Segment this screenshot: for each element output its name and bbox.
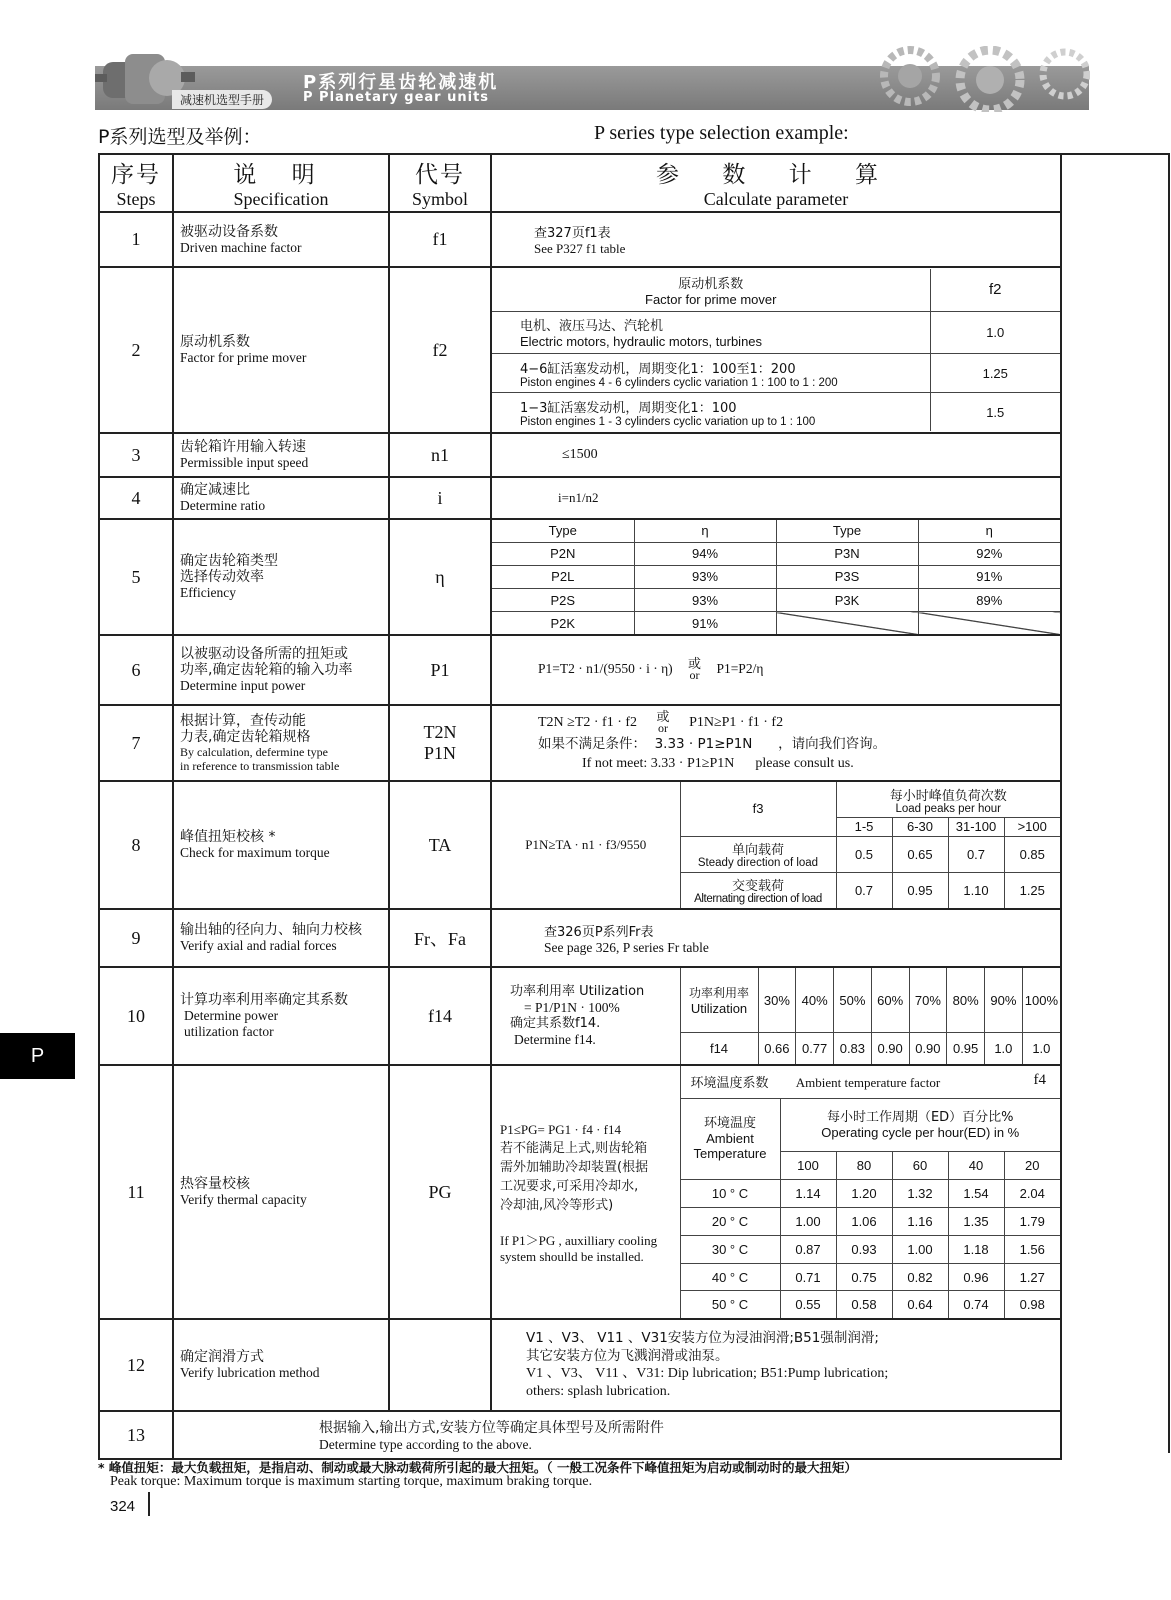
side-margin-column <box>1060 153 1170 1453</box>
step-number: 4 <box>99 477 173 519</box>
symbol-cell: f14 <box>389 967 491 1065</box>
symbol-cell: n1 <box>389 433 491 477</box>
step-number: 11 <box>99 1065 173 1319</box>
spec-cell: 计算功率利用率确定其系数 Determine power utilization factor <box>173 967 389 1065</box>
peak-formula: P1N≥TA · n1 · f3/9550 <box>492 782 680 908</box>
spec-cell: 齿轮箱许用输入转速 Permissible input speed <box>173 433 389 477</box>
spec-cell: 峰值扭矩校核 * Check for maximum torque <box>173 781 389 909</box>
table-row <box>99 635 1061 705</box>
table-row <box>99 433 1061 477</box>
spec-cell: 被驱动设备系数 Driven machine factor <box>173 212 389 267</box>
thermal-capacity-cell: P1≤PG= PG1 · f4 · f14 若不能满足上式,则齿轮箱 需外加辅助冷却装置(根据 工况要求,可采用冷却水, 冷却油,风冷等形式) If P1＞PG , auxilliary cooling system shoulld be installed. 环境温度系数 Ambient temperature factor f4 环境温度 Ambient Temperature 每小时工作周期（ED）百分比% Operating cycle per hour(ED) in % 100 80 60 40 20 10 ° C 1.14 1.20 1.32 1.54 2.04 20 ° C 1.00 1.06 1.16 1.35 1.79 30 ° C 0.87 0.93 1.00 1.18 1.56 40 ° C 0.71 0.75 0.82 0.96 1.27 50 ° C 0.55 0.58 0.64 0.74 0.98 <box>491 1065 1061 1319</box>
table-header-row <box>99 154 1061 212</box>
symbol-cell <box>389 1319 491 1411</box>
table-row <box>99 212 1061 267</box>
peak-torque-cell: P1N≥TA · n1 · f3/9550 f3 每小时峰值负荷次数 Load peaks per hour 1-5 6-30 31-100 >100 单向载荷 Steady direction of load 0.5 0.65 0.7 0.85 交变载荷 Alternating direction of load 0.7 0.95 1.10 1.25 <box>491 781 1061 909</box>
page-number-divider <box>148 1492 150 1516</box>
symbol-cell: P1 <box>389 635 491 705</box>
manual-label: 减速机选型手册 <box>172 90 272 109</box>
table-row <box>99 477 1061 519</box>
header-calc: 参 数 计 算 Calculate parameter <box>491 154 1061 212</box>
gears-decoration <box>850 46 1090 112</box>
step-number: 13 <box>99 1411 173 1459</box>
table-row <box>99 967 1061 1065</box>
symbol-cell: Fr、Fa <box>389 909 491 967</box>
table-row <box>99 1411 1061 1459</box>
spec-cell: 输出轴的径向力、轴向力校核 Verify axial and radial forces <box>173 909 389 967</box>
spec-cell: 热容量校核 Verify thermal capacity <box>173 1065 389 1319</box>
symbol-cell: PG <box>389 1065 491 1319</box>
f2-value: 1.5 <box>930 393 1060 431</box>
symbol-cell: TA <box>389 781 491 909</box>
header-title-cn: P系列行星齿轮减速机 <box>303 72 499 93</box>
header-steps: 序号 Steps <box>99 154 173 212</box>
symbol-cell: f1 <box>389 212 491 267</box>
utilization-cell: 功率利用率 Utilization = P1/P1N · 100% 确定其系数f14. Determine f14. 功率利用率 Utilization 30% 40% 50% 60% 70% 80% 90% 100% f14 0.66 0.77 0.83 0.90 0.90 0.95 1.0 1.0 <box>491 967 1061 1065</box>
footnote-cn: * 峰值扭矩：最大负载扭矩，是指启动、制动或最大脉动载荷所引起的最大扭矩。（ 一般工况条件下峰值扭矩为启动或制动时的最大扭矩） <box>98 1460 857 1475</box>
symbol-cell: i <box>389 477 491 519</box>
empty-cell <box>776 612 918 634</box>
f2-value: 1.0 <box>930 311 1060 354</box>
step-number: 12 <box>99 1319 173 1411</box>
symbol-cell: T2N P1N <box>389 705 491 781</box>
table-row <box>99 1319 1061 1411</box>
symbol-cell: f2 <box>389 267 491 433</box>
step-number: 1 <box>99 212 173 267</box>
header-title-en: P Planetary gear units <box>303 90 490 105</box>
chapter-tab: P <box>0 1033 75 1079</box>
table-row <box>99 267 1061 433</box>
step-number: 3 <box>99 433 173 477</box>
page-number: 324 <box>110 1498 136 1515</box>
spec-cell: 确定减速比 Determine ratio <box>173 477 389 519</box>
step-number: 10 <box>99 967 173 1065</box>
calc-cell: 查326页P系列Fr表 See page 326, P series Fr table <box>491 909 1061 967</box>
step-number: 7 <box>99 705 173 781</box>
thermal-note: P1≤PG= PG1 · f4 · f14 若不能满足上式,则齿轮箱 需外加辅助冷却装置(根据 工况要求,可采用冷却水, 冷却油,风冷等形式) If P1＞PG , auxilliary cooling system shoulld be installed. <box>492 1066 680 1318</box>
spec-cell: 根据计算，查传动能 力表,确定齿轮箱规格 By calculation, defermine type in reference to transmission table <box>173 705 389 781</box>
prime-mover-table: 原动机系数 Factor for prime mover f2 电机、液压马达、汽轮机 Electric motors, hydraulic motors, turbines 1.0 4−6缸活塞发动机，周期变化1：100至1：200 Piston engines 4 - 6 cylinders cyclic variation 1 : 100 to 1 : 200 1.25 1−3缸活塞发动机，周期变化1：100 Piston engines 1 - 3 cylinders cyclic variation up to 1 : 100 1.5 <box>491 267 1061 433</box>
spec-cell: 原动机系数 Factor for prime mover <box>173 267 389 433</box>
section-title-en: P series type selection example: <box>594 122 849 144</box>
table-row <box>99 705 1061 781</box>
calc-cell: 根据输入,输出方式,安装方位等确定具体型号及所需附件 Determine type according to the above. <box>173 1411 1061 1459</box>
step-number: 8 <box>99 781 173 909</box>
selection-table <box>98 153 1062 1460</box>
calc-cell: V1 、V3、 V11 、V31安装方位为浸油润滑;B51强制润滑; 其它安装方位为飞溅润滑或油泵。 V1 、V3、 V11 、V31: Dip lubrication; B51:Pump lubrication; others: splash lubrication. <box>491 1319 1061 1411</box>
header-symbol: 代号 Symbol <box>389 154 491 212</box>
spec-cell: 确定润滑方式 Verify lubrication method <box>173 1319 389 1411</box>
step-number: 6 <box>99 635 173 705</box>
section-title-cn: P系列选型及举例： <box>98 126 262 148</box>
step-number: 2 <box>99 267 173 433</box>
table-row <box>99 781 1061 909</box>
step-number: 9 <box>99 909 173 967</box>
table-row <box>99 909 1061 967</box>
f2-value: 1.25 <box>930 354 1060 393</box>
header-spec: 说 明 Specification <box>173 154 389 212</box>
symbol-cell: η <box>389 519 491 635</box>
spec-cell: 确定齿轮箱类型 选择传动效率 Efficiency <box>173 519 389 635</box>
table-row <box>99 519 1061 635</box>
utilization-formula: 功率利用率 Utilization = P1/P1N · 100% 确定其系数f14. Determine f14. <box>492 968 680 1064</box>
calc-cell: ≤1500 <box>491 433 1061 477</box>
footnote-en: Peak torque: Maximum torque is maximum starting torque, maximum braking torque. <box>110 1474 593 1489</box>
table-row <box>99 1065 1061 1319</box>
step-number: 5 <box>99 519 173 635</box>
efficiency-table: Type η Type η P2N 94% P3N 92% P2L 93% P3S 91% P2S 93% P3K 89% P2K 91% <box>491 519 1061 635</box>
spec-cell: 以被驱动设备所需的扭矩或 功率,确定齿轮箱的输入功率 Determine input power <box>173 635 389 705</box>
calc-cell: T2N ≥T2 · f1 · f2 或 or P1N≥P1 · f1 · f2 如果不满足条件： 3.33 · P1≥P1N ，请向我们咨询。 If not meet: 3.33 · P1≥P1N please consult us. <box>491 705 1061 781</box>
calc-cell: i=n1/n2 <box>491 477 1061 519</box>
calc-cell: 查327页f1表 See P327 f1 table <box>491 212 1061 267</box>
calc-cell: P1=T2 · n1/(9550 · i · η) 或 or P1=P2/η <box>491 635 1061 705</box>
empty-cell <box>918 612 1060 634</box>
